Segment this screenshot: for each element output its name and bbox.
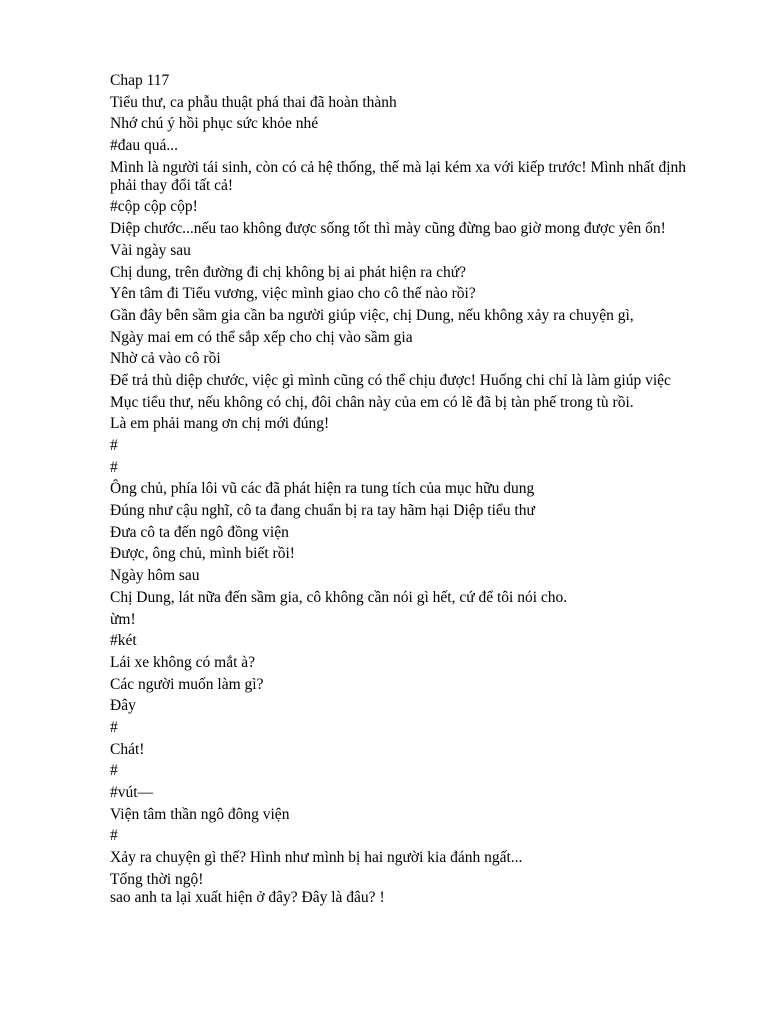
text-line: Ngày mai em có thể sắp xếp cho chị vào sầm gia	[110, 328, 413, 346]
text-line: Lái xe không có mắt à?	[110, 653, 256, 671]
text-line: Chị Dung, lát nữa đến sầm gia, cô không cần nói gì hết, cứ để tôi nói cho.	[110, 588, 568, 606]
text-line: Tiểu thư, ca phẫu thuật phá thai đã hoàn thành	[110, 93, 397, 111]
text-line: Ngày hôm sau	[110, 567, 200, 585]
text-line: Mục tiểu thư, nếu không có chị, đôi chân này của em có lẽ đã bị tàn phế trong tù rồi.	[110, 393, 634, 411]
text-line: #	[110, 827, 118, 845]
document-body	[110, 72, 695, 910]
text-line: Đây	[110, 697, 136, 715]
chapter-title: Chap 117	[110, 72, 170, 89]
text-line: #	[110, 458, 118, 476]
text-line: #	[110, 762, 118, 780]
text-line: Viện tâm thần ngô đông viện	[110, 805, 290, 823]
text-line: Chát!	[110, 740, 145, 758]
text-line: Gần đây bên sầm gia cần ba người giúp việc, chị Dung, nếu không xảy ra chuyện gì,	[110, 306, 634, 324]
text-line: Được, ông chủ, mình biết rồi!	[110, 545, 295, 563]
text-line: Để trả thù diệp chước, việc gì mình cũng có thể chịu được! Huống chi chỉ là làm giúp việc	[110, 371, 671, 389]
text-line: Mình là người tái sinh, còn có cả hệ thống, thế mà lại kém xa với kiếp trước! Mình nhất định phải thay đổi tất cả!	[110, 158, 687, 194]
text-line: Đúng như cậu nghĩ, cô ta đang chuẩn bị ra tay hãm hại Diệp tiểu thư	[110, 502, 535, 520]
text-line: Các người muốn làm gì?	[110, 675, 264, 693]
text-line: Nhớ chú ý hồi phục sức khỏe nhé	[110, 115, 319, 133]
text-line: #đau quá...	[110, 137, 179, 155]
text-line: #	[110, 437, 118, 454]
text-line: Đưa cô ta đến ngô đồng viện	[110, 523, 289, 541]
text-line: #két	[110, 632, 137, 650]
text-line: Chị dung, trên đường đi chị không bị ai phát hiện ra chứ?	[110, 263, 467, 281]
text-line: #cộp cộp cộp!	[110, 198, 198, 216]
text-line: Tống thời ngộ!	[110, 870, 204, 888]
text-line: #vút—	[110, 784, 154, 801]
text-line: #	[110, 718, 118, 736]
text-line: Ông chủ, phía lôi vũ các đã phát hiện ra tung tích của mục hữu dung	[110, 480, 535, 498]
text-line: Xảy ra chuyện gì thế? Hình như mình bị hai người kia đánh ngất...	[110, 849, 523, 867]
text-line: Nhờ cả vào cô rồi	[110, 350, 221, 368]
text-line: Là em phải mang ơn chị mới đúng!	[110, 415, 330, 433]
text-line: Vài ngày sau	[110, 241, 191, 259]
text-line: Yên tâm đi Tiểu vương, việc mình giao cho cô thế nào rồi?	[110, 285, 476, 303]
text-line: Diệp chước...nếu tao không được sống tốt thì mày cũng đừng bao giờ mong được yên ổn!	[110, 220, 666, 238]
text-line: ừm!	[110, 610, 136, 628]
text-line: sao anh ta lại xuất hiện ở đây? Đây là đâu? !	[110, 888, 385, 906]
